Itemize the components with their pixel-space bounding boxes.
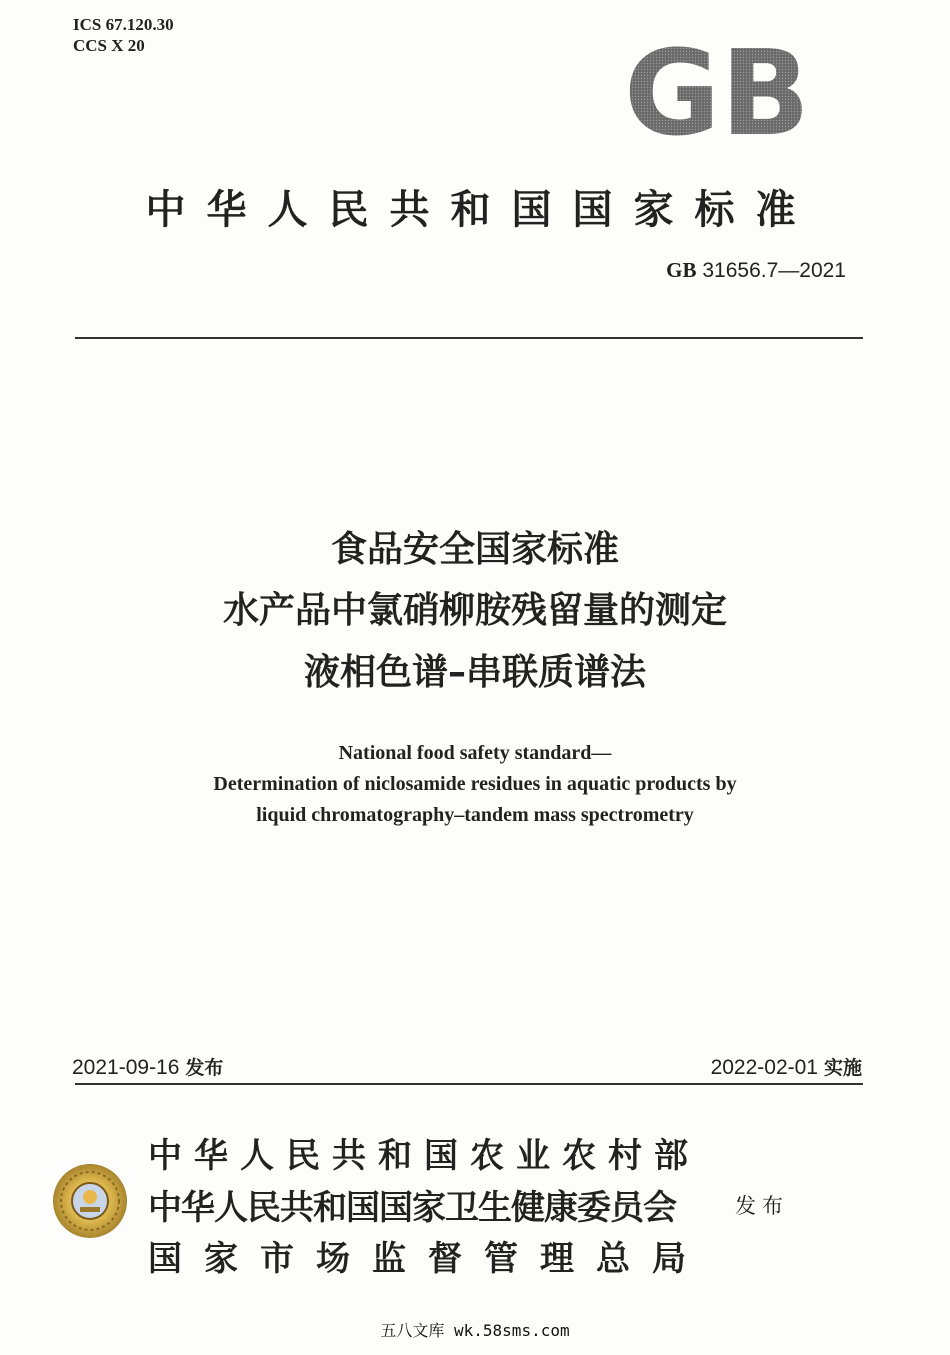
issuer-line-2: 中华人民共和国国家卫生健康委员会 (148, 1188, 676, 1228)
cn-title-line-1: 食品安全国家标准 (330, 529, 619, 570)
footer-divider (75, 1083, 863, 1085)
effective-label: 实施 (823, 1057, 862, 1079)
issue-label: 发布 (185, 1057, 224, 1079)
national-emblem-icon (52, 1163, 128, 1239)
issue-date-block (72, 1053, 223, 1080)
svg-text:GB: GB (624, 44, 810, 140)
en-title-line-3: liquid chromatography–tandem mass spectrometry (256, 804, 694, 826)
cn-title-line-3: 液相色谱–串联质谱法 (303, 652, 646, 693)
issuer-line-3: 国家市场监督管理总局 (148, 1239, 708, 1279)
standard-prefix: GB (666, 258, 697, 282)
classification-codes (73, 14, 174, 56)
watermark-footer: 五八文库 wk.58sms.com (380, 1321, 570, 1340)
effective-date: 2022-02-01 (710, 1056, 818, 1079)
en-title-line-1: National food safety standard— (338, 742, 612, 764)
national-standard-title: 中华人民共和国国家标准 (145, 187, 817, 233)
issue-date: 2021-09-16 (72, 1056, 180, 1079)
issuer-line-1: 中华人民共和国农业农村部 (148, 1136, 700, 1176)
en-title-line-2: Determination of niclosamide residues in aquatic products by (213, 773, 737, 795)
publish-label: 发布 (735, 1194, 789, 1218)
standard-code: 31656.7—2021 (702, 259, 846, 282)
effective-date-block (711, 1053, 862, 1080)
ccs-code: CCS X 20 (73, 36, 145, 55)
gb-logo (622, 44, 812, 140)
english-title (0, 738, 950, 831)
ics-code: ICS 67.120.30 (73, 15, 174, 34)
cn-title-line-2: 水产品中氯硝柳胺残留量的测定 (222, 590, 727, 631)
header-divider (75, 337, 863, 339)
standard-number (666, 258, 846, 283)
